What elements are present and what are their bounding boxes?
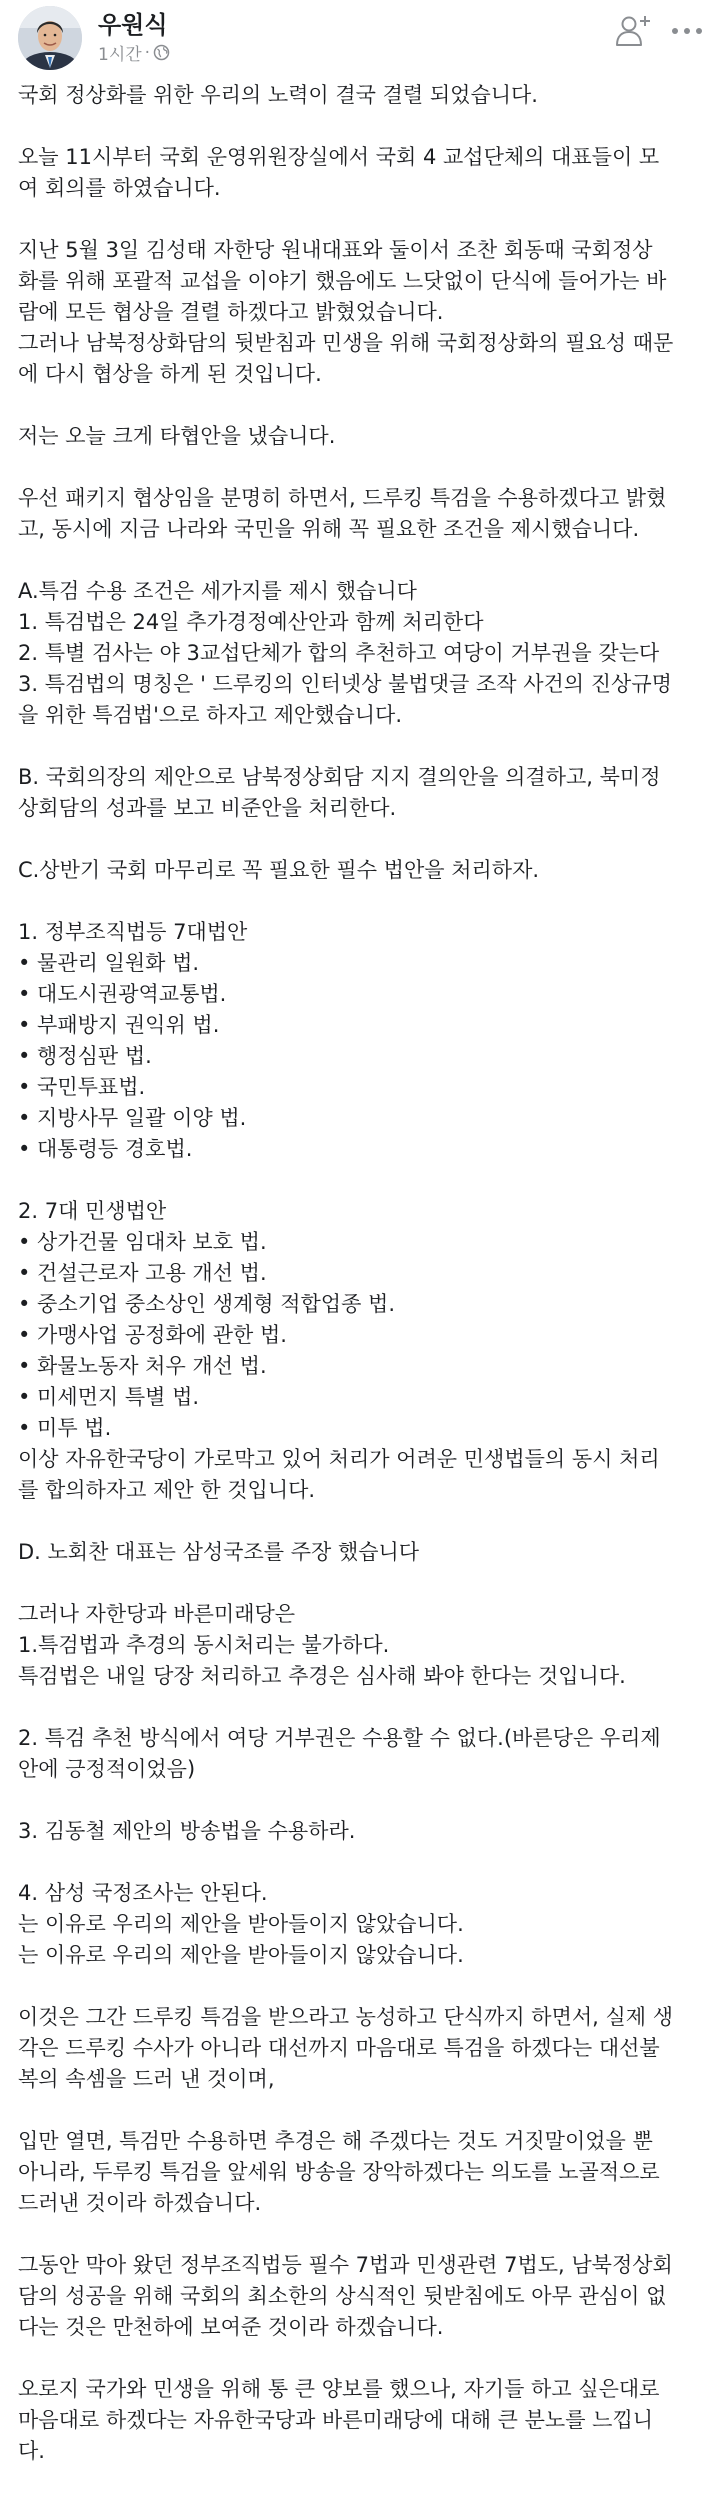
post-paragraph: 입만 열면, 특검만 수용하면 추경은 해 주겠다는 것도 거짓말이었을 뿐 아니라, 두루킹 특검을 앞세워 방송을 장악하겠다는 의도를 노골적으로 드러낸 것이라 하겠습니다. [18,2129,660,2215]
post-paragraph: 2. 7대 민생법안 • 상가건물 임대차 보호 법. • 건설근로자 고용 개선 법. • 중소기업 중소상인 생계형 적합업종 법. • 가맹사업 공정화에 관한 법. • 화물노동자 처우 개선 법. • 미세먼지 특별 법. • 미투 법. 이상 자유한국당이 가로막고 있어 처리가 어려운 민생법들의 동시 처리 를 합의하자고 제안 한 것입니다. [18,1199,660,1502]
add-friend-icon[interactable] [614,12,652,50]
meta-separator: · [144,42,151,63]
avatar[interactable] [18,6,82,70]
post-paragraph: 그동안 막아 왔던 정부조직법등 필수 7법과 민생관련 7법도, 남북정상회 담의 성공을 위해 국회의 최소한의 상식적인 뒷받침에도 아무 관심이 없 다는 것은 만천하에 보여준 것이라 하겠습니다. [18,2253,673,2339]
post-paragraph: C.상반기 국회 마무리로 꼭 필요한 필수 법안을 처리하자. [18,858,540,882]
post-header [0,0,720,80]
post-paragraph: 오로지 국가와 민생을 위해 통 큰 양보를 했으나, 자기들 하고 싶은대로 마음대로 하겠다는 자유한국당과 바른미래당에 대해 큰 분노를 느낍니 다. [18,2377,660,2463]
post-time[interactable]: 1시간 [98,45,142,65]
post-body [18,80,708,2467]
post-paragraph: D. 노회찬 대표는 삼성국조를 주장 했습니다 [18,1540,420,1564]
post-paragraph: 4. 삼성 국정조사는 안된다. 는 이유로 우리의 제안을 받아들이지 않았습니다. 는 이유로 우리의 제안을 받아들이지 않았습니다. [18,1881,464,1967]
post-paragraph: 저는 오늘 크게 타협안을 냈습니다. [18,424,336,448]
post-paragraph: 2. 특검 추천 방식에서 여당 거부권은 수용할 수 없다.(바른당은 우리제 안에 긍정적이었음) [18,1726,661,1781]
post-paragraph: 이것은 그간 드루킹 특검을 받으라고 농성하고 단식까지 하면서, 실제 생 각은 드루킹 수사가 아니라 대선까지 마음대로 특검을 하겠다는 대선불 복의 속셈을 드러 낸 것이며, [18,2005,674,2091]
post-paragraph: 국회 정상화를 위한 우리의 노력이 결국 결렬 되었습니다. [18,83,538,107]
post-paragraph: 그러나 자한당과 바른미래당은 1.특검법과 추경의 동시처리는 불가하다. 특검법은 내일 당장 처리하고 추경은 심사해 봐야 한다는 것입니다. [18,1602,626,1688]
post-paragraph: B. 국회의장의 제안으로 남북정상회담 지지 결의안을 의결하고, 북미정 상회담의 성과를 보고 비준안을 처리한다. [18,765,661,820]
post-paragraph: 우선 패키지 협상임을 분명히 하면서, 드루킹 특검을 수용하겠다고 밝혔 고, 동시에 지금 나라와 국민을 위해 꼭 필요한 조건을 제시했습니다. [18,486,667,541]
post-paragraph: 오늘 11시부터 국회 운영위원장실에서 국회 4 교섭단체의 대표들이 모 여 회의를 하였습니다. [18,145,660,200]
post-paragraph: 지난 5월 3일 김성태 자한당 원내대표와 둘이서 조찬 회동때 국회정상 화를 위해 포괄적 교섭을 이야기 했음에도 느닷없이 단식에 들어가는 바 람에 모든 협상을 결렬 하겠다고 밝혔었습니다. 그러나 남북정상화담의 뒷받침과 민생을 위해 국회정상화의 필요성 때문 에 다시 협상을 하게 된 것입니다. [18,238,674,386]
profile-photo [18,6,82,70]
globe-icon [153,44,170,61]
author-name[interactable]: 우원식 [98,11,168,39]
post-paragraph: 1. 정부조직법등 7대법안 • 물관리 일원화 법. • 대도시권광역교통법. • 부패방지 권익위 법. • 행정심판 법. • 국민투표법. • 지방사무 일괄 이양 법. • 대통령등 경호법. [18,920,248,1161]
post-meta [98,40,170,65]
more-options-icon[interactable] [670,14,704,48]
post-paragraph: A.특검 수용 조건은 세가지를 제시 했습니다 1. 특검법은 24일 추가경정예산안과 함께 처리한다 2. 특별 검사는 야 3교섭단체가 합의 추천하고 여당이 거부권을 갖는다 3. 특검법의 명칭은 ' 드루킹의 인터넷상 불법댓글 조작 사건의 진상규명 을 위한 특검법'으로 하자고 제안했습니다. [18,579,672,727]
post-paragraph: 3. 김동철 제안의 방송법을 수용하라. [18,1819,356,1843]
